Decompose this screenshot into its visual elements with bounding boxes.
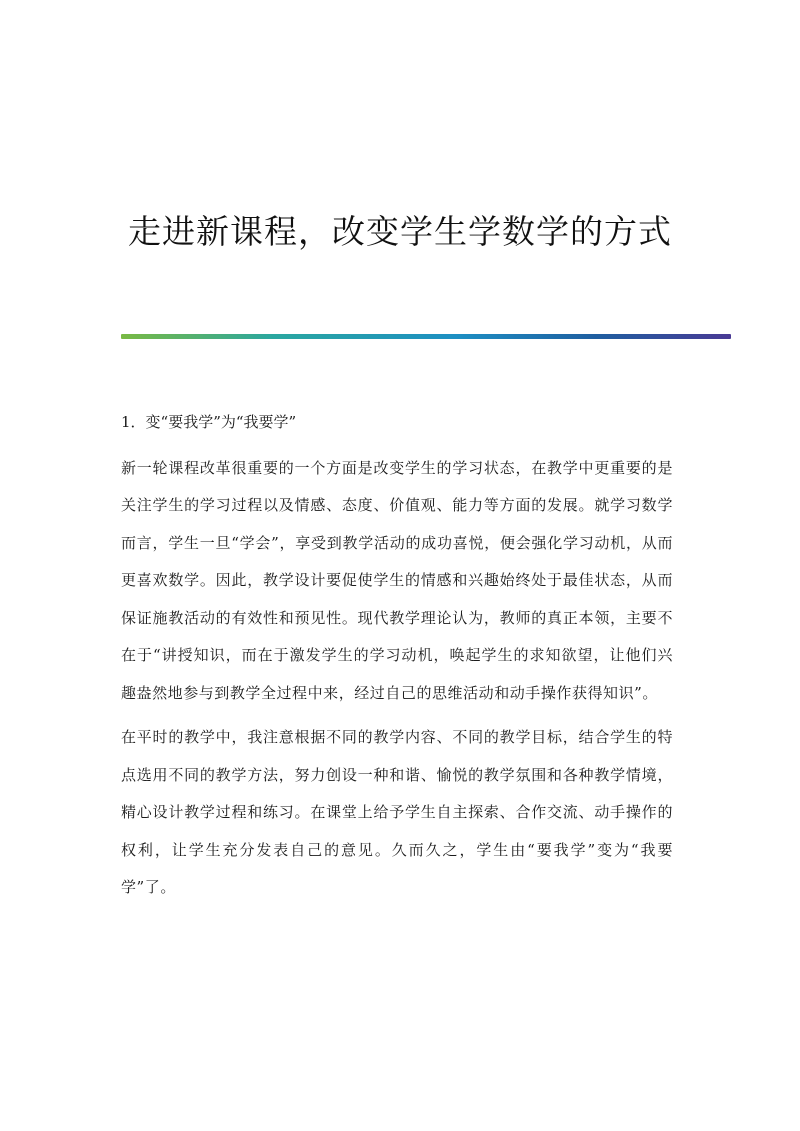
title-divider	[121, 334, 731, 339]
section-heading: 1．变“要我学”为“我要学”	[121, 413, 297, 431]
body-paragraph-1: 新一轮课程改革很重要的一个方面是改变学生的学习状态，在教学中更重要的是关注学生的学习过程以及情感、态度、价值观、能力等方面的发展。就学习数学而言，学生一旦“学会”，享受到教学活动的成功喜悦，便会强化学习动机，从而更喜欢数学。因此，教学设计要促使学生的情感和兴趣始终处于最佳状态，从而保证施教活动的有效性和预见性。现代教学理论认为，教师的真正本领，主要不在于“讲授知识，而在于激发学生的学习动机，唤起学生的求知欲望，让他们兴趣盎然地参与到教学全过程中来，经过自己的思维活动和动手操作获得知识”。	[121, 458, 673, 702]
document-body	[121, 404, 673, 914]
document-title: 走进新课程，改变学生学数学的方式	[128, 212, 672, 252]
body-paragraph-2: 在平时的教学中，我注意根据不同的教学内容、不同的教学目标，结合学生的特点选用不同的教学方法，努力创设一种和谐、愉悦的教学氛围和各种教学情境，精心设计教学过程和练习。在课堂上给予学生自主探索、合作交流、动手操作的权利，让学生充分发表自己的意见。久而久之，学生由“要我学”变为“我要学”了。	[121, 728, 673, 896]
